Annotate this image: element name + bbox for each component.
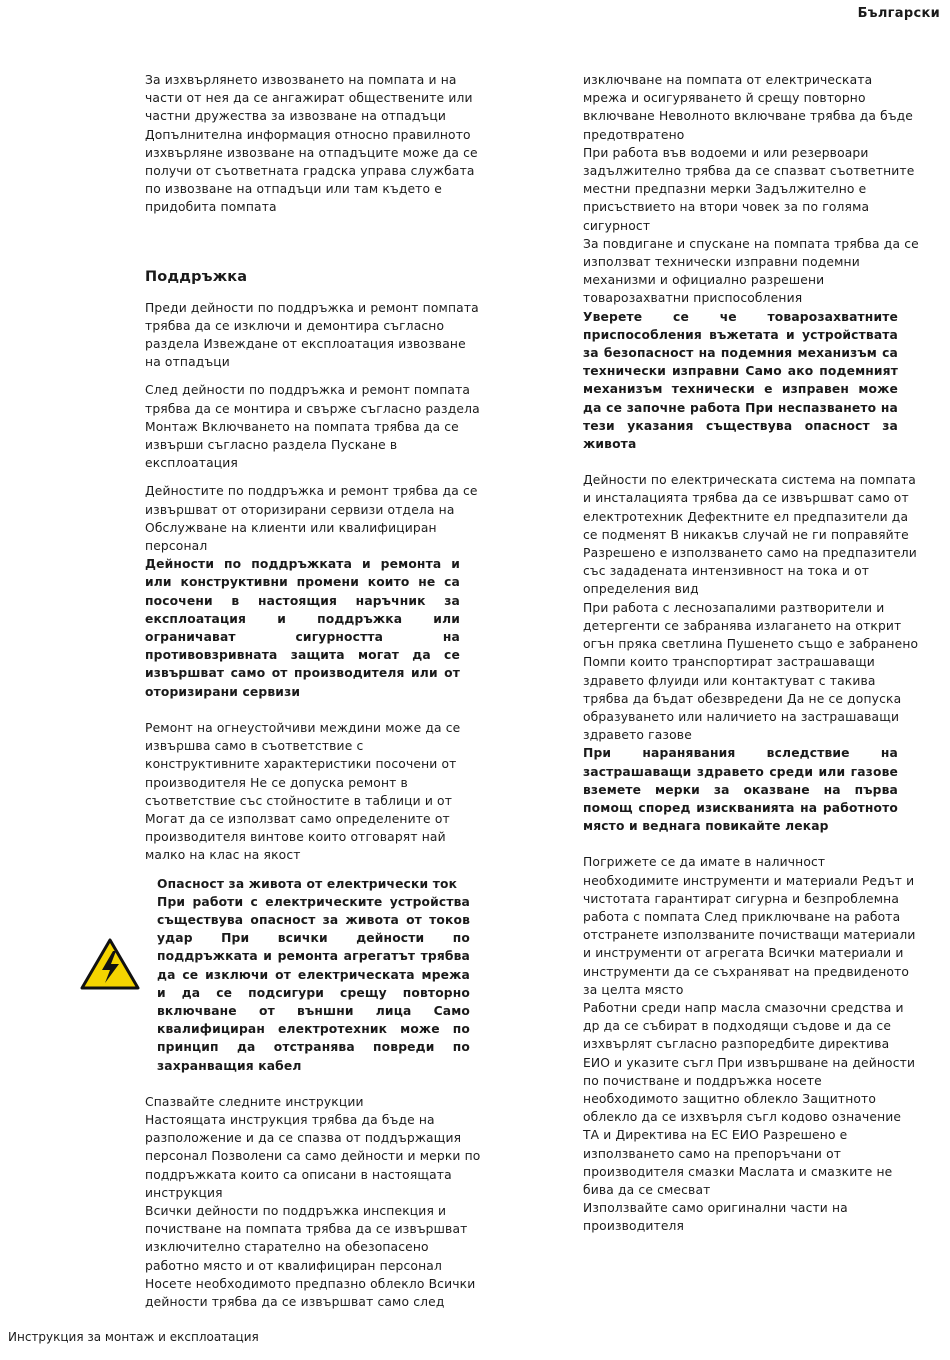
footer-text: Инструкция за монтаж и експлоатация (8, 1330, 259, 1344)
warning-title: Опасност за живота от електрически ток (157, 876, 458, 891)
paragraph-first-aid-bold: При наранявания вследствие на застрашаващи здравето среди или газове вземете мерки за оказване на първа помощ според изискванията на работното място и веднага повикайте лекар (583, 746, 898, 834)
paragraph-authorized-service: Дейностите по поддръжка и ремонт трябва да се извършват от оторизирани сервизи отдела на Обслужване на клиенти или квалифициран персонал (145, 484, 478, 554)
paragraph-lifting-bold: Уверете се че товарозахватните приспособления въжетата и устройствата за безопасност на подемния механизъм са технически изправни Само ако подемният механизъм технически е изправен може да се започне работа При неспазването на тези указания съществува опасност за живота (583, 309, 898, 452)
electric-warning-block (145, 875, 481, 1075)
paragraph-tools-materials: Погрижете се да имате в наличност необходимите инструменти и материали Редът и чистотата гарантират сигурна и безпроблемна работа с помпата След приключване на работа отстранете използваните почистващи материали и инструменти от агрегата Всички материали и инструменти да се съхраняват на предвиденото за целта място (583, 855, 916, 997)
paragraph-original-parts: Използвайте само оригинални части на производителя (583, 1201, 848, 1234)
right-column (583, 71, 919, 1236)
paragraph-after-maintenance: След дейности по поддръжка и ремонт помпата трябва да се монтира и свърже съгласно раздела Монтаж Включването на помпата трябва да се извърши съгласно раздела Пускане в експлоатация (145, 383, 480, 471)
paragraph-lifting: За повдигане и спускане на помпата трябва да се използват технически изправни подемни механизми и официално разрешени товарозахватни приспособления (583, 236, 919, 306)
paragraph-follow-instructions: Спазвайте следните инструкции (145, 1094, 364, 1109)
paragraph-fireproof-repair: Ремонт на огнеустойчиви междини може да се извършва само в съответствие с конструктивните характеристики посочени от производителя Не се допуска ремонт в съответствие със стойностите в таблици и от Могат да се използват само определените от производителя винтове които отговарят най малко на клас на якост (145, 720, 461, 863)
paragraph-electrical-work: Дейности по електрическата система на помпата и инсталацията трябва да се извършват само от електротехник Дефектните ел предпазители да се подменят В никакъв случай не ги поправяйте Разрешено е използването само на предпазители със зададената интензивност на тока и от определения вид (583, 473, 917, 597)
language-label: Български (857, 6, 940, 21)
warning-body: При работи с електрическите устройства съществува опасност за живота от токов удар При всички дейности по поддръжката и ремонта агрегатът трябва да се изключи от електрическата мрежа и да се подсигури срещу повторно включване от външни лица Само квалифициран електротехник може по принцип да отстранява повреди по захранващия кабел (157, 894, 470, 1073)
paragraph-water-basins: При работа във водоеми и или резервоари задължително трябва да се спазват съответните местни предпазни мерки Задължително е присъствието на втори човек за по голяма сигурност (583, 145, 915, 233)
paragraph-all-maintenance: Всички дейности по поддръжка инспекция и почистване на помпата трябва да се извършват изключително старателно на обезопасено работно място и от квалифициран персонал Носете необходимото предпазно облекло Всички дейности трябва да се извършват само след (145, 1203, 476, 1309)
maintenance-heading: Поддръжка (145, 268, 248, 285)
paragraph-flammable: При работа с леснозапалими разтворители и детергенти се забранява излагането на открит огън пряка светлина Пушенето също е забранено Помпи които транспортират застрашаващи здравето флуиди или контактуват с такива трябва да бъдат обезвредени Да не се допуска образуването или наличието на застрашаващи здравето газове (583, 600, 919, 743)
paragraph-authorized-service-bold: Дейности по поддръжката и ремонта и или конструктивни промени които не са посочени в настоящия наръчник за експлоатация и поддръжка или ограничават сигурността на противовзривната защита могат да се извършват само от производителя или от оторизирани сервизи (145, 557, 460, 699)
paragraph-disconnect: изключване на помпата от електрическата мрежа и осигуряването й срещу повторно включване Неволното включване трябва да бъде предотвратено (583, 73, 914, 142)
paragraph-instructions-available: Настоящата инструкция трябва да бъде на разположение и да се спазва от поддържащия персонал Позволени са само дейности и мерки по поддръжката които са описани в настоящата инструкция (145, 1112, 481, 1200)
paragraph-before-maintenance: Преди дейности по поддръжка и ремонт помпата трябва да се изключи и демонтира съгласно раздела Извеждане от експлоатация извозване на отпадъци (145, 300, 479, 370)
disposal-paragraph: За изхвърлянето извозването на помпата и на части от нея да се ангажират обществените или частни дружества за извозване на отпадъци Допълнителна информация относно правилното изхвърляне извозване на отпадъците може да се получи от съответната градска управа службата по извозване на отпадъци или там където е придобита помпата (145, 73, 478, 215)
paragraph-working-media: Работни среди напр масла смазочни средства и др да се събират в подходящи съдове и да се изхвърлят съгласно разпоредбите директива ЕИО и указите съгл При извършване на дейности по почистване и поддръжка носете необходимото защитно облекло Защитното облекло да се изхвърля съгл кодово означение ТА и Директива на ЕС ЕИО Разрешено е използването само на препоръчани от производителя смазки Маслата и смазките не бива да се смесват (583, 1000, 916, 1197)
electric-hazard-icon (80, 938, 140, 990)
left-column (145, 71, 481, 1311)
